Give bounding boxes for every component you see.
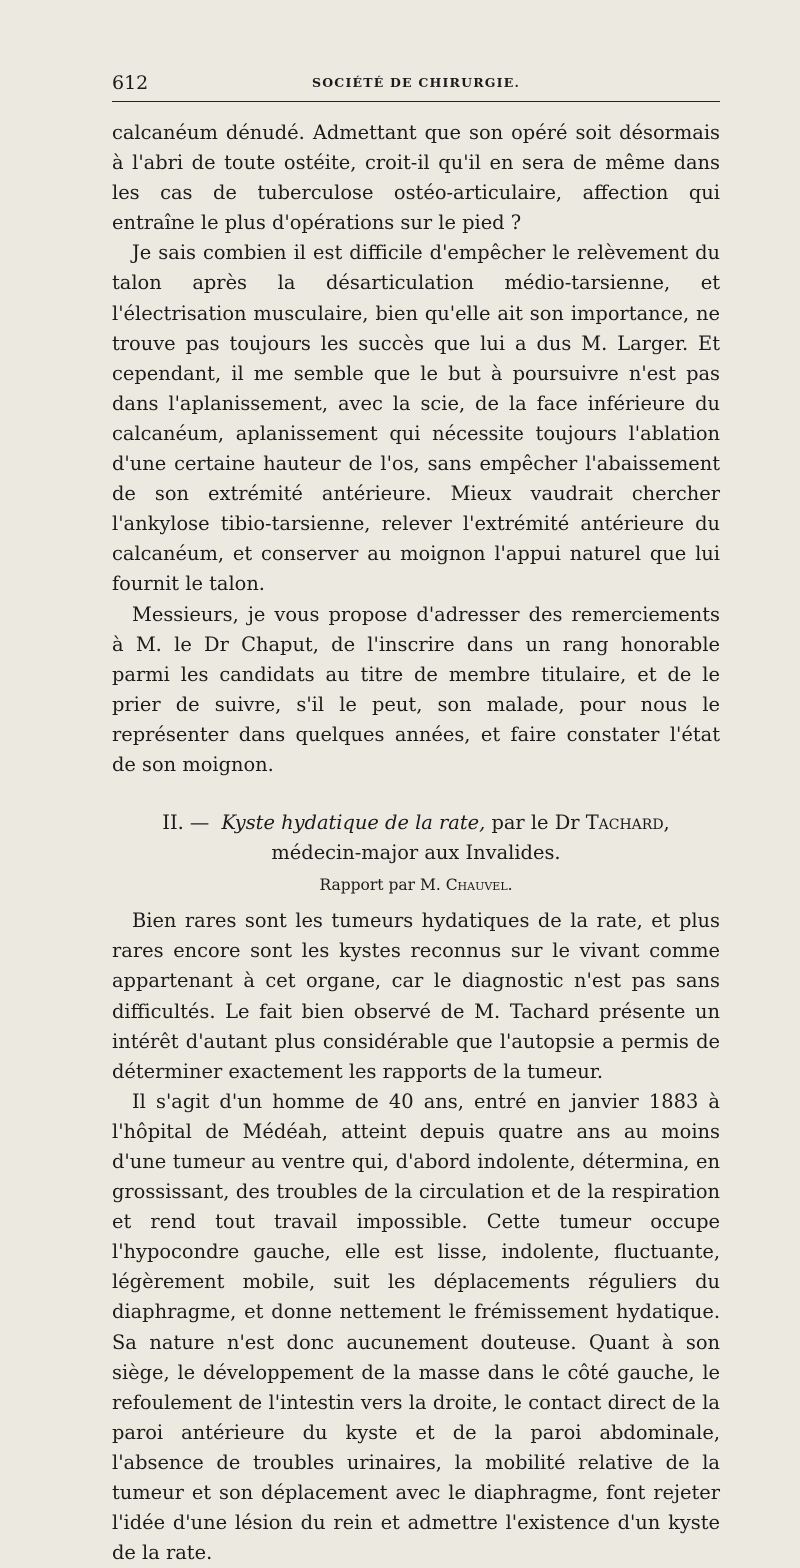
section-heading (112, 808, 720, 868)
section-author: Tachard, (585, 811, 670, 835)
paragraph: calcanéum dénudé. Admettant que son opéré soit désormais à l'abri de toute ostéite, croit-il qu'il en sera de même dans les cas de tuberculose ostéo-articulaire, affection qui entraîne le plus d'opérations sur le pied ? (112, 121, 720, 235)
paragraph: Je sais combien il est difficile d'empêcher le relèvement du talon après la désarticulation médio-tarsienne, et l'électrisation musculaire, bien qu'elle ait son importance, ne trouve pas toujours les succès que lui a dus M. Larger. Et cependant, il me semble que le but à poursuivre n'est pas dans l'aplanissement, avec la scie, de la face inférieure du calcanéum, aplanissement qui nécessite toujours l'ablation d'une certaine hauteur de l'os, sans empêcher l'abaissement de son extrémité antérieure. Mieux vaudrait chercher l'ankylose tibio-tarsienne, relever l'extrémité antérieure du calcanéum, et conserver au moignon l'appui naturel que lui fournit le talon. (112, 241, 720, 596)
section-title: Kyste hydatique de la rate, (221, 811, 486, 835)
section-by: par le Dr (491, 811, 580, 835)
paragraph: Il s'agit d'un homme de 40 ans, entré en janvier 1883 à l'hôpital de Médéah, atteint depuis quatre ans au moins d'une tumeur au ventre qui, d'abord indolente, détermina, en grossissant, des troubles de la circulation et de la respiration et rend tout travail impossible. Cette tumeur occupe l'hypocondre gauche, elle est lisse, indolente, fluctuante, légèrement mobile, suit les déplacements réguliers du diaphragme, et donne nettement le frémissement hydatique. Sa nature n'est donc aucunement douteuse. Quant à son siège, le développement de la masse dans le côté gauche, le refoulement de l'intestin vers la droite, le contact direct de la paroi antérieure du kyste et de la paroi abdominale, l'absence de troubles urinaires, la mobilité relative de la tumeur et son déplacement avec le diaphragme, font rejeter l'idée d'une lésion du rein et admettre l'existence d'un kyste de la rate. (112, 1089, 720, 1565)
page-header (112, 72, 720, 96)
rapport-label: Rapport par M. (319, 876, 441, 895)
rapport-line (112, 874, 720, 896)
section-affiliation: médecin-major aux Invalides. (271, 841, 561, 865)
page-body (112, 118, 720, 1568)
running-title: SOCIÉTÉ DE CHIRURGIE. (311, 75, 521, 90)
section-numeral: II. — (162, 811, 210, 835)
rapport-author: Chauvel. (445, 876, 513, 895)
paragraph: Messieurs, je vous propose d'adresser des remerciements à M. le Dr Chaput, de l'inscrire dans un rang honorable parmi les candidats au titre de membre titulaire, et de le prier de suivre, s'il le peut, son malade, pour nous le représenter dans quelques années, et faire constater l'état de son moignon. (112, 602, 720, 776)
paragraph: Bien rares sont les tumeurs hydatiques de la rate, et plus rares encore sont les kystes reconnus sur le vivant comme appartenant à cet organe, car le diagnostic n'est pas sans difficultés. Le fait bien observé de M. Tachard présente un intérêt d'autant plus considérable que l'autopsie a permis de déterminer exactement les rapports de la tumeur. (112, 909, 720, 1083)
header-rule (112, 101, 720, 102)
page-number: 612 (112, 72, 149, 94)
